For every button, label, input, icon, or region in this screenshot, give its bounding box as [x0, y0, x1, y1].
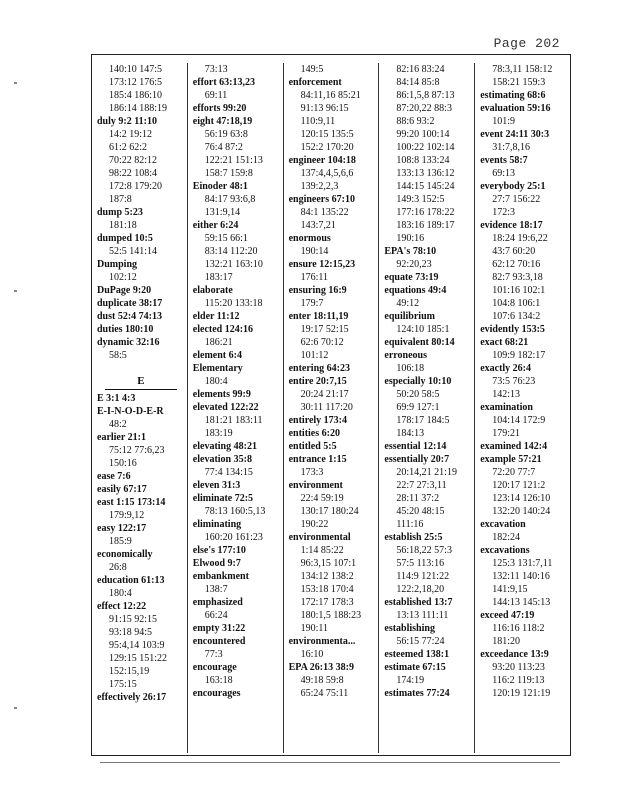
index-term: empty 31:22	[192, 623, 246, 634]
index-reference: 130:17 180:24	[300, 506, 359, 517]
index-reference: 102:12	[109, 272, 137, 283]
index-reference: 122:2,18,20	[396, 584, 445, 595]
index-term: evidence 18:17	[480, 220, 543, 231]
index-reference: 93:18 94:5	[109, 627, 153, 638]
index-term: examination	[480, 402, 533, 413]
index-reference: 99:20 100:14	[396, 129, 450, 140]
index-term: environmental	[288, 532, 351, 543]
index-reference: 72:20 77:7	[492, 467, 536, 478]
index-reference: 91:15 92:15	[109, 614, 158, 625]
index-reference: 152:15,19	[109, 666, 150, 677]
index-reference: 172:8 179:20	[109, 181, 163, 192]
index-term: duplicate 38:17	[97, 298, 163, 309]
index-reference: 190:16	[396, 233, 425, 244]
spacer	[97, 362, 185, 375]
index-reference: 179:9,12	[109, 510, 145, 521]
index-reference: 158:7 159:8	[204, 168, 253, 179]
index-reference: 66:24	[204, 610, 228, 621]
index-term: easily 67:17	[97, 484, 147, 495]
index-term: establishing	[384, 623, 435, 634]
page-number-header: Page 202	[493, 36, 560, 51]
index-term: ease 7:6	[97, 471, 131, 482]
index-term: either 6:24	[192, 220, 239, 231]
index-term: esteemed 138:1	[384, 649, 450, 660]
index-term: excavations	[480, 545, 530, 556]
index-reference: 73:13	[204, 64, 228, 75]
index-reference: 180:4	[109, 588, 132, 599]
index-reference: 18:24 19:6,22	[492, 233, 548, 244]
index-term: Elwood 9:7	[192, 558, 241, 569]
index-reference: 14:2 19:12	[109, 129, 153, 140]
index-reference: 65:24 75:11	[300, 688, 349, 699]
index-reference: 186:14 188:19	[109, 103, 168, 114]
index-term: example 57:21	[480, 454, 542, 465]
index-term: entrance 1:15	[288, 454, 347, 465]
index-frame	[91, 54, 571, 756]
index-reference: 70:22 82:12	[109, 155, 158, 166]
index-reference: 57:5 113:16	[396, 558, 445, 569]
index-columns	[92, 63, 570, 753]
index-term: dump 5:23	[97, 207, 143, 218]
index-reference: 84:11,16 85:21	[300, 90, 361, 101]
index-reference: 180:1,5 188:23	[300, 610, 362, 621]
index-reference: 82:7 93:3,18	[492, 272, 543, 283]
index-term: exceed 47:19	[480, 610, 535, 621]
index-term: essential 12:14	[384, 441, 447, 452]
index-term: evaluation 59:16	[480, 103, 551, 114]
index-reference: 134:12 138:2	[300, 571, 354, 582]
index-reference: 150:16	[109, 458, 137, 469]
index-term: exact 68:21	[480, 337, 529, 348]
index-reference: 140:10 147:5	[109, 64, 163, 75]
index-reference: 26:8	[109, 562, 127, 573]
index-term: entire 20:7,15	[288, 376, 347, 387]
index-reference: 120:15 135:5	[300, 129, 354, 140]
index-term: environmenta...	[288, 636, 356, 647]
index-term: effect 12:22	[97, 601, 147, 612]
index-reference: 183:17	[204, 272, 233, 283]
index-term: excavation	[480, 519, 526, 530]
index-reference: 152:2 170:20	[300, 142, 354, 153]
index-reference: 78:13 160:5,13	[204, 506, 266, 517]
index-reference: 69:13	[492, 168, 515, 179]
index-term: duties 180:10	[97, 324, 154, 335]
index-term: Dumping	[97, 259, 138, 270]
index-reference: 76:4 87:2	[204, 142, 243, 153]
index-reference: 77:3	[204, 649, 223, 660]
index-term: elaborate	[192, 285, 233, 296]
index-reference: 179:21	[492, 428, 520, 439]
index-reference: 19:17 52:15	[300, 324, 349, 335]
index-reference: 173:12 176:5	[109, 77, 163, 88]
index-term: engineers 67:10	[288, 194, 355, 205]
index-term: enforcement	[288, 77, 342, 88]
index-reference: 78:3,11 158:12	[492, 64, 553, 75]
index-reference: 45:20 48:15	[396, 506, 445, 517]
index-reference: 93:20 113:23	[492, 662, 545, 673]
index-term: ensure 12:15,23	[288, 259, 356, 270]
index-term: effectively 26:17	[97, 692, 167, 703]
index-reference: 77:4 134:15	[204, 467, 253, 478]
index-term: easy 122:17	[97, 523, 147, 534]
index-reference: 132:21 163:10	[204, 259, 263, 270]
index-term: embankment	[192, 571, 249, 582]
footer-rule	[100, 762, 560, 763]
index-reference: 137:4,4,5,6,6	[300, 168, 354, 179]
index-term: duly 9:2 11:10	[97, 116, 158, 127]
index-reference: 27:7 156:22	[492, 194, 541, 205]
index-column-5	[475, 63, 570, 753]
index-term: dynamic 32:16	[97, 337, 160, 348]
index-reference: 122:21 151:13	[204, 155, 263, 166]
index-term: element 6:4	[192, 350, 242, 361]
index-reference: 20:14,21 21:19	[396, 467, 457, 478]
index-term: E 3:1 4:3	[97, 393, 136, 404]
index-reference: 56:18,22 57:3	[396, 545, 452, 556]
index-reference: 180:4	[204, 376, 228, 387]
index-term: established 13:7	[384, 597, 453, 608]
index-reference: 181:20	[492, 636, 520, 647]
index-term: elder 11:12	[192, 311, 240, 322]
index-term: exactly 26:4	[480, 363, 532, 374]
index-reference: 104:14 172:9	[492, 415, 546, 426]
index-term: enormous	[288, 233, 331, 244]
index-term: engineer 104:18	[288, 155, 356, 166]
index-reference: 114:9 121:22	[396, 571, 450, 582]
index-term: establish 25:5	[384, 532, 443, 543]
index-reference: 190:14	[300, 246, 329, 257]
index-reference: 59:15 66:1	[204, 233, 248, 244]
margin-mark	[14, 290, 17, 292]
index-reference: 173:3	[300, 467, 324, 478]
index-reference: 183:16 189:17	[396, 220, 455, 231]
index-term: everybody 25:1	[480, 181, 546, 192]
index-reference: 139:2,2,3	[300, 181, 339, 192]
index-reference: 132:11 140:16	[492, 571, 550, 582]
index-term: estimating 68:6	[480, 90, 546, 101]
index-reference: 158:21 159:3	[492, 77, 546, 88]
index-reference: 98:22 108:4	[109, 168, 158, 179]
section-letter: E	[105, 375, 177, 390]
index-term: else's 177:10	[192, 545, 246, 556]
index-term: examined 142:4	[480, 441, 548, 452]
index-term: entitled 5:5	[288, 441, 337, 452]
index-reference: 101:9	[492, 116, 515, 127]
index-term: encountered	[192, 636, 246, 647]
index-reference: 182:24	[492, 532, 520, 543]
index-reference: 88:6 93:2	[396, 116, 435, 127]
index-reference: 120:17 121:2	[492, 480, 546, 491]
index-reference: 69:11	[204, 90, 228, 101]
index-term: equivalent 80:14	[384, 337, 455, 348]
index-reference: 186:21	[204, 337, 233, 348]
index-reference: 153:18 170:4	[300, 584, 354, 595]
index-reference: 69:9 127:1	[396, 402, 440, 413]
index-reference: 144:15 145:24	[396, 181, 455, 192]
index-reference: 84:1 135:22	[300, 207, 349, 218]
index-reference: 177:16 178:22	[396, 207, 455, 218]
index-reference: 49:18 59:8	[300, 675, 344, 686]
index-reference: 49:12	[396, 298, 420, 309]
index-term: dust 52:4 74:13	[97, 311, 163, 322]
index-reference: 61:2 62:2	[109, 142, 148, 153]
index-term: education 61:13	[97, 575, 165, 586]
index-term: entities 6:20	[288, 428, 340, 439]
index-reference: 62:6 70:12	[300, 337, 344, 348]
index-term: DuPage 9:20	[97, 285, 152, 296]
index-term: essentially 20:7	[384, 454, 450, 465]
index-term: exceedance 13:9	[480, 649, 549, 660]
index-reference: 83:14 112:20	[204, 246, 258, 257]
index-reference: 174:19	[396, 675, 425, 686]
index-term: emphasized	[192, 597, 243, 608]
index-reference: 86:1,5,8 87:13	[396, 90, 455, 101]
index-term: eleven 31:3	[192, 480, 241, 491]
index-reference: 20:24 21:17	[300, 389, 349, 400]
index-reference: 179:7	[300, 298, 324, 309]
index-term: eliminating	[192, 519, 242, 530]
index-reference: 52:5 141:14	[109, 246, 158, 257]
index-reference: 149:5	[300, 64, 324, 75]
index-reference: 123:14 126:10	[492, 493, 551, 504]
index-reference: 143:7,21	[300, 220, 336, 231]
index-term: efforts 99:20	[192, 103, 247, 114]
index-reference: 190:11	[300, 623, 329, 634]
index-reference: 160:20 161:23	[204, 532, 263, 543]
index-reference: 91:13 96:15	[300, 103, 349, 114]
margin-mark	[14, 707, 17, 709]
index-term: erroneous	[384, 350, 427, 361]
index-reference: 132:20 140:24	[492, 506, 551, 517]
index-reference: 30:11 117:20	[300, 402, 353, 413]
index-reference: 22:7 27:3,11	[396, 480, 447, 491]
index-reference: 109:9 182:17	[492, 350, 546, 361]
index-term: EPA's 78:10	[384, 246, 437, 257]
index-reference: 22:4 59:19	[300, 493, 344, 504]
index-reference: 96:3,15 107:1	[300, 558, 357, 569]
index-reference: 185:4 186:10	[109, 90, 163, 101]
index-reference: 106:18	[396, 363, 425, 374]
index-reference: 187:8	[109, 194, 132, 205]
index-column-2	[188, 63, 284, 753]
index-term: estimate 67:15	[384, 662, 446, 673]
index-reference: 75:12 77:6,23	[109, 445, 165, 456]
margin-mark	[14, 82, 17, 84]
index-reference: 163:18	[204, 675, 233, 686]
index-term: encourage	[192, 662, 237, 673]
index-term: especially 10:10	[384, 376, 452, 387]
index-reference: 111:16	[396, 519, 424, 530]
index-term: elevated 122:22	[192, 402, 259, 413]
index-term: Elementary	[192, 363, 243, 374]
index-reference: 125:3 131:7,11	[492, 558, 553, 569]
index-reference: 108:8 133:24	[396, 155, 450, 166]
index-term: environment	[288, 480, 343, 491]
index-term: entering 64:23	[288, 363, 350, 374]
index-term: elevating 48:21	[192, 441, 257, 452]
index-reference: 116:2 119:13	[492, 675, 545, 686]
index-column-4	[379, 63, 475, 753]
index-term: earlier 21:1	[97, 432, 146, 443]
index-term: eliminate 72:5	[192, 493, 254, 504]
index-reference: 84:17 93:6,8	[204, 194, 256, 205]
index-reference: 138:7	[204, 584, 228, 595]
index-term: entirely 173:4	[288, 415, 348, 426]
index-term: EPA 26:13 38:9	[288, 662, 354, 673]
index-reference: 95:4,14 103:9	[109, 640, 165, 651]
index-term: equations 49:4	[384, 285, 447, 296]
index-term: equilibrium	[384, 311, 435, 322]
index-reference: 92:20,23	[396, 259, 432, 270]
index-term: encourages	[192, 688, 241, 699]
index-reference: 120:19 121:19	[492, 688, 551, 699]
index-reference: 176:11	[300, 272, 329, 283]
index-reference: 141:9,15	[492, 584, 528, 595]
index-term: east 1:15 173:14	[97, 497, 166, 508]
index-reference: 115:20 133:18	[204, 298, 263, 309]
index-reference: 16:10	[300, 649, 324, 660]
index-reference: 56:19 63:8	[204, 129, 248, 140]
index-term: event 24:11 30:3	[480, 129, 550, 140]
index-reference: 144:13 145:13	[492, 597, 551, 608]
index-term: E-I-N-O-D-E-R	[97, 406, 164, 417]
index-reference: 28:11 37:2	[396, 493, 440, 504]
index-reference: 116:16 118:2	[492, 623, 545, 634]
index-reference: 56:15 77:24	[396, 636, 445, 647]
index-reference: 84:14 85:8	[396, 77, 440, 88]
index-term: estimates 77:24	[384, 688, 450, 699]
index-term: ensuring 16:9	[288, 285, 347, 296]
index-reference: 50:20 58:5	[396, 389, 440, 400]
index-column-1	[92, 63, 188, 753]
index-reference: 181:21 183:11	[204, 415, 263, 426]
index-reference: 124:10 185:1	[396, 324, 450, 335]
index-reference: 62:12 70:16	[492, 259, 541, 270]
index-term: elements 99:9	[192, 389, 251, 400]
index-reference: 131:9,14	[204, 207, 241, 218]
index-term: Einoder 48:1	[192, 181, 248, 192]
index-reference: 172:3	[492, 207, 515, 218]
index-reference: 184:13	[396, 428, 425, 439]
index-reference: 58:5	[109, 350, 127, 361]
index-reference: 129:15 151:22	[109, 653, 168, 664]
index-reference: 181:18	[109, 220, 137, 231]
index-reference: 1:14 85:22	[300, 545, 344, 556]
index-reference: 149:3 152:5	[396, 194, 445, 205]
index-reference: 82:16 83:24	[396, 64, 445, 75]
index-reference: 101:12	[300, 350, 329, 361]
index-term: equate 73:19	[384, 272, 439, 283]
index-reference: 87:20,22 88:3	[396, 103, 452, 114]
index-reference: 101:16 102:1	[492, 285, 546, 296]
index-reference: 107:6 134:2	[492, 311, 541, 322]
index-reference: 142:13	[492, 389, 520, 400]
index-term: effort 63:13,23	[192, 77, 255, 88]
index-reference: 133:13 136:12	[396, 168, 455, 179]
index-reference: 43:7 60:20	[492, 246, 536, 257]
index-reference: 100:22 102:14	[396, 142, 455, 153]
index-term: eight 47:18,19	[192, 116, 253, 127]
index-term: elevation 35:8	[192, 454, 252, 465]
index-term: enter 18:11,19	[288, 311, 349, 322]
index-reference: 31:7,8,16	[492, 142, 530, 153]
index-term: events 58:7	[480, 155, 528, 166]
index-reference: 183:19	[204, 428, 233, 439]
index-reference: 172:17 178:3	[300, 597, 354, 608]
index-reference: 185:9	[109, 536, 132, 547]
index-reference: 178:17 184:5	[396, 415, 450, 426]
index-term: economically	[97, 549, 153, 560]
index-term: dumped 10:5	[97, 233, 153, 244]
index-term: elected 124:16	[192, 324, 254, 335]
index-reference: 13:13 111:11	[396, 610, 449, 621]
index-reference: 190:22	[300, 519, 329, 530]
index-reference: 48:2	[109, 419, 127, 430]
index-reference: 175:15	[109, 679, 137, 690]
index-term: evidently 153:5	[480, 324, 545, 335]
index-column-3	[284, 63, 380, 753]
index-reference: 110:9,11	[300, 116, 336, 127]
index-reference: 104:8 106:1	[492, 298, 541, 309]
index-reference: 73:5 76:23	[492, 376, 536, 387]
